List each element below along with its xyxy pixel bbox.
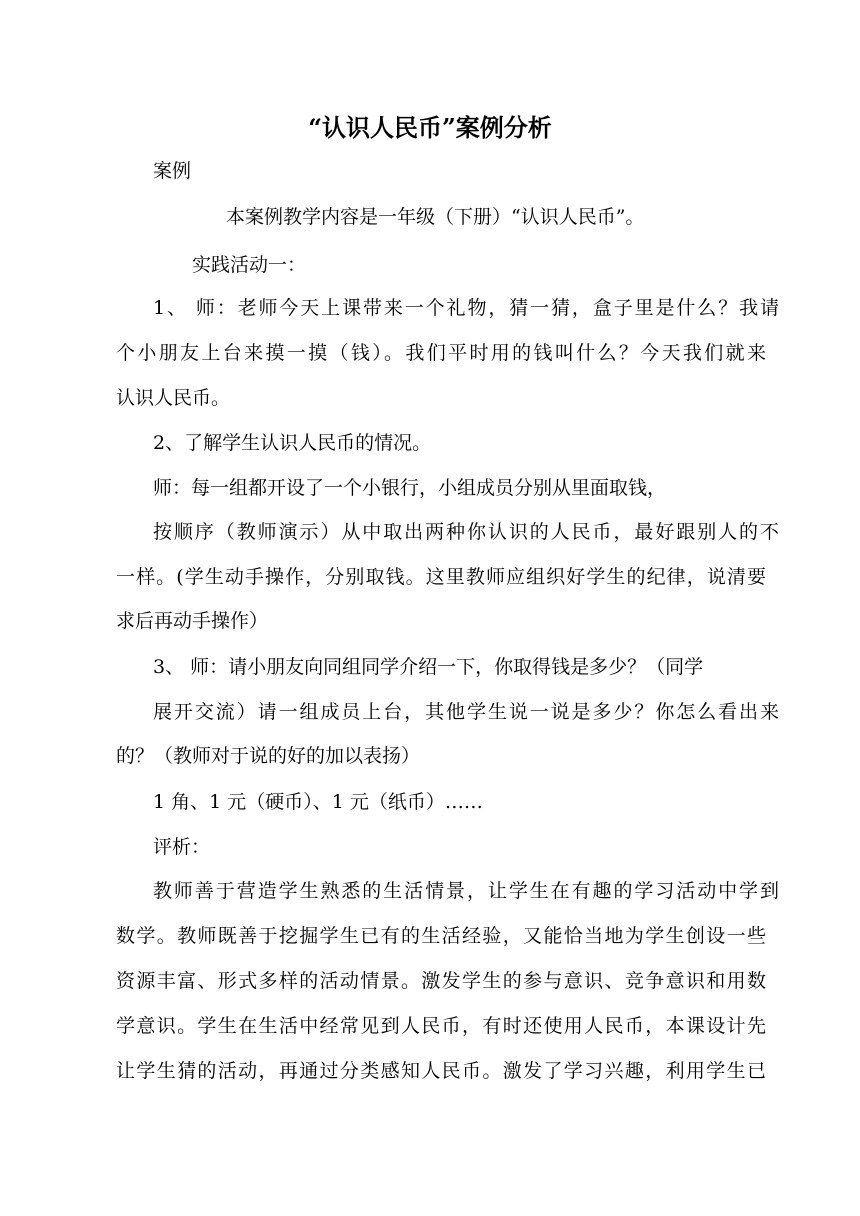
item1-line3: 认识人民币。 <box>116 387 231 409</box>
section-heading-case: 案例 <box>153 160 192 182</box>
review-heading: 评析： <box>153 836 211 858</box>
item3-line2: 展开交流）请一组成员上台，其他学生说一说是多少？你怎么看出来 <box>153 701 779 723</box>
item2-line4: 一样。(学生动手操作，分别取钱。这里教师应组织好学生的纪律，说清要 <box>116 566 766 588</box>
item2-line3: 按顺序（教师演示）从中取出两种你认识的人民币，最好跟别人的不 <box>153 521 779 543</box>
item1-line2: 个小朋友上台来摸一摸（钱）。我们平时用的钱叫什么？今天我们就来 <box>116 342 766 364</box>
intro-paragraph: 本案例教学内容是一年级（下册）“认识人民币”。 <box>226 206 645 228</box>
review-line1: 教师善于营造学生熟悉的生活情景，让学生在有趣的学习活动中学到 <box>153 880 779 902</box>
review-line4: 学意识。学生在生活中经常见到人民币，有时还使用人民币，本课设计先 <box>116 1015 766 1037</box>
review-line5: 让学生猜的活动，再通过分类感知人民币。激发了学习兴趣，利用学生已 <box>116 1060 766 1082</box>
document-title: “认识人民币”案例分析 <box>308 113 552 142</box>
activity-heading: 实践活动一： <box>192 254 307 276</box>
item2-line5: 求后再动手操作） <box>116 610 269 632</box>
item2-line2: 师：每一组都开设了一个小银行，小组成员分别从里面取钱， <box>153 477 667 499</box>
review-line2: 数学。教师既善于挖掘学生已有的生活经验，又能恰当地为学生创设一些 <box>116 925 766 947</box>
item3-line3: 的？（教师对于说的好的加以表扬） <box>116 745 421 767</box>
item3-line1: 3、 师：请小朋友向同组同学介绍一下，你取得钱是多少？（同学 <box>153 656 704 678</box>
review-line3: 资源丰富、形式多样的活动情景。激发学生的参与意识、竞争意识和用数 <box>116 970 766 992</box>
item2-line1: 2、了解学生认识人民币的情况。 <box>153 432 432 454</box>
item1-line1: 1、 师：老师今天上课带来一个礼物，猜一猜，盒子里是什么？我请 <box>153 297 779 319</box>
item3-line4: 1 角、1 元（硬币）、1 元（纸币）…… <box>153 791 483 813</box>
